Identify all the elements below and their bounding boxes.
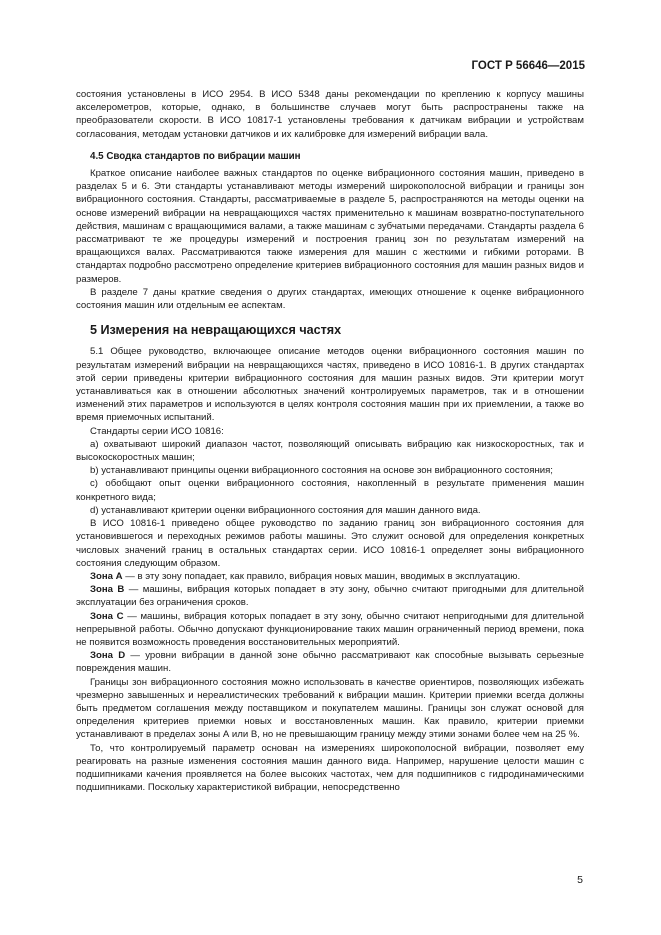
zone-c-label: Зона С [90,610,124,622]
section-5-heading: 5 Измерения на невращающихся частях [90,323,342,338]
list-item-b: b) устанавливают принципы оценки вибрационного состояния на основе зон вибрационного состояния; [90,465,553,477]
zone-c-paragraph [76,610,584,650]
section-5-1-paragraph: 5.1 Общее руководство, включающее описание методов оценки вибрационного состояния машин по результатам измерений вибрации на невращающихся частях, приведено в ИСО 10816-1. В других стандартах этой серии приведены критерии вибрационного состояния для машин разных видов. Эти критерии могут устанавливаться как в отношении абсолютных значений контролируемых параметров, так и в отношении изменений этих параметров и используются в целях контроля состояния машин при их приемлении, а также во время приемочных испытаний. [76,346,584,424]
zones-paragraph: В ИСО 10816-1 приведено общее руководство по заданию границ зон вибрационного состояния для установившегося и переходных режимов работы машины. Это служит основой для определения конкретных числовых значений границ в остальных стандартах серии. ИСО 10816-1 определяет зоны вибрационного состояния следующим образом. [76,518,584,569]
section-4-5-heading: 4.5 Сводка стандартов по вибрации машин [90,150,301,162]
page-number: 5 [577,874,583,886]
list-item-a: a) охватывают широкий диапазон частот, позволяющий описывать вибрацию как низкоскоростных, так и высокоскоростных машин; [76,438,584,464]
section-4-5-paragraph-2: В разделе 7 даны краткие сведения о других стандартах, имеющих отношение к оценке вибрационного состояния машин или отдельным ее аспектам. [76,286,584,312]
zone-a-paragraph [76,570,584,583]
zone-d-text: — уровни вибрации в данной зоне обычно рассматривают как способные вызывать серьезные повреждения машин. [76,650,584,675]
zone-a-label: Зона А [90,570,123,582]
list-item-d: d) устанавливают критерии оценки вибрационного состояния для машин данного вида. [90,504,481,516]
standard-id: ГОСТ Р 56646—2015 [471,60,585,72]
zone-b-text: — машины, вибрация которых попадает в эту зону, обычно считают пригодными для длительной эксплуатации без ограничения сроков. [76,584,584,609]
zone-b-paragraph [76,583,584,609]
zone-d-paragraph [76,649,584,675]
zone-d-label: Зона D [90,650,126,662]
intro-paragraph: состояния установлены в ИСО 2954. В ИСО 5348 даны рекомендации по креплению к корпусу машины акселерометров, которые, однако, в большинстве случаев могут быть распространены также на преобразователи скорости. В ИСО 10817-1 установлены требования к датчикам вибрации и устройствам согласования, методам установки датчиков и их калибровке для измерений вибрации вала. [76,89,584,140]
zone-a-text: — в эту зону попадает, как правило, вибрация новых машин, вводимых в эксплуатацию. [122,570,521,582]
series-intro: Стандарты серии ИСО 10816: [90,425,224,437]
orientation-paragraph: Границы зон вибрационного состояния можно использовать в качестве ориентиров, позволяющих избежать чрезмерно завышенных и нереалистических требований к вибрации машин. Критерии приемки всегда должны быть предметом соглашения между поставщиком и покупателем машины. Границы зон служат основой для определения критериев приемки новых и восстановленных машин. Как правило, критерии приемки устанавливают в пределах зоны А или В, но не превышающим границу между этими зонами более чем на 25 %. [76,676,584,741]
section-4-5-paragraph-1: Краткое описание наиболее важных стандартов по оценке вибрационного состояния машин, приведено в разделах 5 и 6. Эти стандарты устанавливают методы измерений широкополосной вибрации и границы зон вибрационного состояния. Стандарты, рассматриваемые в разделе 5, распространяются на методы оценки на основе измерений вибрации на невращающихся частях применительно к машинам возвратно-поступательного действия, машинам с вращающимися валами, а также машинам с зубчатыми передачами. Стандарты раздела 6 рассматривают те же процедуры измерений и построения границ зон по результатам измерений на вращающихся валах. Рассматриваются также измерения для машин с жесткими и гибкими роторами. В стандартах подробно рассмотрено определение критериев вибрационного состояния для машин разных видов и размеров. [76,168,584,285]
zone-c-text: — машины, вибрация которых попадает в эту зону, обычно считают непригодными для длительной непрерывной работы. Обычно допускают функционирование таких машин ограниченный период времени, пока не появится возможность проведения восстановительных мероприятий. [76,610,584,648]
page-body [76,88,584,794]
zone-b-label: Зона В [90,584,125,596]
list-item-c: c) обобщают опыт оценки вибрационного состояния, накопленный в результате применения машин конкретного вида; [76,478,584,503]
final-paragraph: То, что контролируемый параметр основан на измерениях широкополосной вибрации, позволяет ему реагировать на разные изменения состояния машин данного вида. Например, нарушение целости машин с подшипниками качения проявляется на более высоких частотах, чем для подшипников с гидродинамическими подшипниками. Поскольку характеристикой вибрации, непосредственно [76,742,584,794]
